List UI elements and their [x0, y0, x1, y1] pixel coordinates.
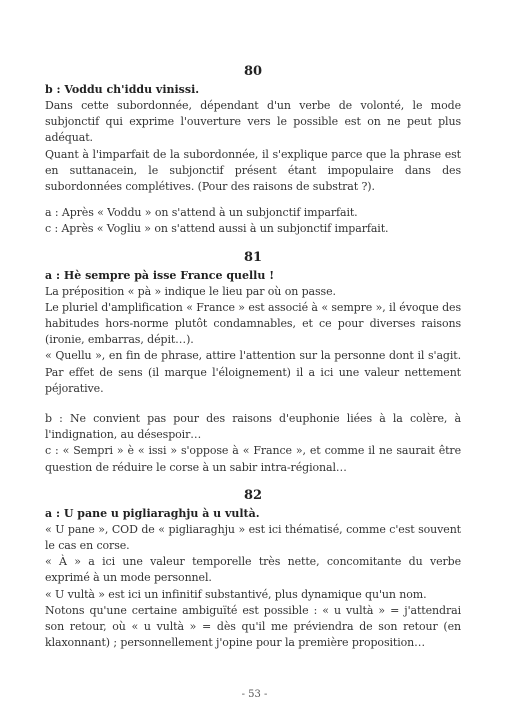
paragraph: b : Ne convient pas pour des raisons d'euphonie liées à la colère, à l'indignation, au désespoir…: [45, 412, 461, 442]
section-heading: a : Hè sempre pà isse France quellu !: [45, 268, 275, 282]
paragraph: « U pane », COD de « pigliaraghju » est ici thématisé, comme c'est souvent le cas en corse.: [45, 522, 461, 553]
paragraph: a : Après « Voddu » on s'attend à un subjonctif imparfait.: [45, 206, 358, 220]
paragraph: c : « Sempri » è « issi » s'oppose à « France », et comme il ne saurait être question de réduire le corse à un sabir intra-régional…: [45, 444, 461, 474]
section-number: 80: [243, 64, 263, 79]
section-heading: a : U pane u pigliaraghju à u vultà.: [45, 506, 260, 520]
paragraph: Quant à l'imparfait de la subordonnée, il s'explique parce que la phrase est en suttanacein, le subjonctif présent étant impopulaire dans des subordonnées complétives. (Pour des raisons de substrat ?).: [45, 147, 461, 194]
paragraph: « À » a ici une valeur temporelle très nette, concomitante du verbe exprimé à un mode personnel.: [45, 555, 461, 585]
paragraph: Le pluriel d'amplification « France » est associé à « sempre », il évoque des habitudes hors-norme plutôt condamnables, et ce pour diverses raisons (ironie, embarras, dépit…).: [45, 300, 461, 347]
section-81: [45, 250, 461, 476]
paragraph: « Quellu », en fin de phrase, attire l'attention sur la personne dont il s'agit. Par effet de sens (il marque l'éloignement) il a ici une valeur nettement péjorative.: [45, 349, 461, 395]
section-number: 81: [243, 249, 263, 265]
section-80: [45, 64, 461, 238]
section-heading: b : Voddu ch'iddu vinissi.: [45, 83, 200, 96]
paragraph: c : Après « Vogliu » on s'attend aussi à un subjonctif imparfait.: [45, 222, 389, 236]
paragraph: La préposition « pà » indique le lieu par où on passe.: [45, 284, 336, 298]
page-number: - 53 -: [241, 689, 268, 700]
paragraph: Dans cette subordonnée, dépendant d'un verbe de volonté, le mode subjonctif qui exprime l'ouverture vers le possible est on ne peut plus adéquat.: [45, 99, 461, 145]
page-content: [45, 64, 461, 651]
section-number: 82: [243, 487, 263, 503]
section-82: [45, 488, 461, 652]
paragraph: « U vultà » est ici un infinitif substantivé, plus dynamique qu'un nom.: [45, 587, 427, 601]
paragraph: Notons qu'une certaine ambiguïté est possible : « u vultà » = j'attendrai son retour, où « u vultà » = dès qu'il me préviendra de son retour (en klaxonnant) ; personnellement j'opine pour la première proposition…: [45, 603, 461, 650]
